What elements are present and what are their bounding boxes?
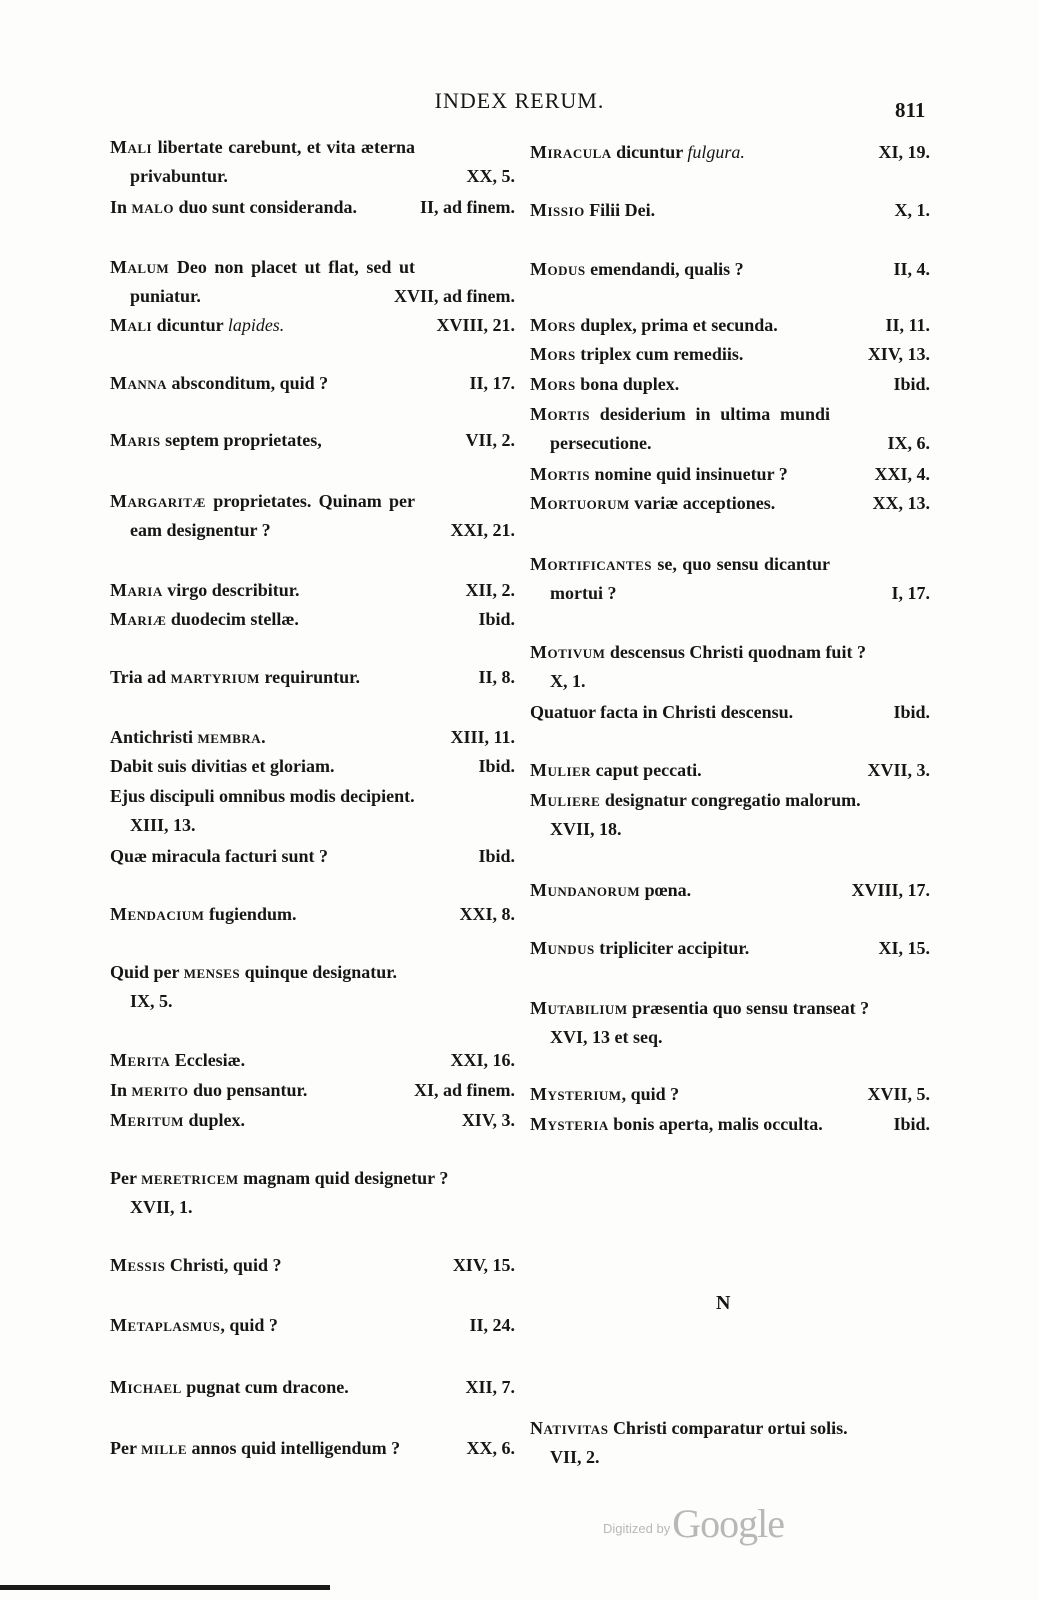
index-entry xyxy=(110,1434,515,1463)
entry-reference: XI, ad finem. xyxy=(413,1080,515,1100)
entry-keyword: Mulier xyxy=(530,760,592,780)
entry-text: designatur congregatio malorum. xyxy=(600,790,861,810)
index-entry xyxy=(530,400,930,458)
entry-keyword: Mortuorum xyxy=(530,493,630,513)
entry-keyword: Modus xyxy=(530,259,586,279)
entry-text: duo sunt consideranda. xyxy=(173,197,358,217)
index-entry xyxy=(110,1311,515,1340)
entry-text: dicuntur xyxy=(152,315,228,335)
entry-reference: XIV, 15. xyxy=(452,1255,515,1275)
entry-reference: I, 17. xyxy=(891,583,930,603)
entry-reference: XXI, 4. xyxy=(874,464,930,484)
entry-text: dicuntur xyxy=(611,142,688,162)
index-entry xyxy=(530,934,930,963)
entry-reference: XXI, 21. xyxy=(450,520,515,540)
entry-prefix: Per xyxy=(110,1168,142,1188)
entry-keyword: Mendacium xyxy=(110,904,205,924)
entry-keyword: martyrium xyxy=(170,667,260,687)
index-entry xyxy=(110,752,515,781)
entry-text: requiruntur. xyxy=(259,667,360,687)
index-entry xyxy=(530,698,930,727)
entry-reference: XVII, ad finem. xyxy=(393,286,515,306)
google-logo: Google xyxy=(672,1501,784,1546)
entry-keyword: Manna xyxy=(110,373,168,393)
entry-keyword: Missio xyxy=(530,200,585,220)
index-entry xyxy=(110,1373,515,1402)
index-entry xyxy=(530,876,930,905)
entry-reference: XVI, 13 et seq. xyxy=(550,1027,663,1047)
entry-text: Ejus discipuli omnibus modis decipient. xyxy=(110,786,415,806)
index-entry xyxy=(110,842,515,871)
entry-text: caput peccati. xyxy=(591,760,702,780)
index-entry xyxy=(110,782,515,840)
entry-text: proprietates. Quinam per eam designentur ? xyxy=(130,491,415,540)
entry-reference: XVIII, 17. xyxy=(851,880,930,900)
entry-keyword: Maria xyxy=(110,580,163,600)
index-entry xyxy=(110,1046,515,1075)
index-entry xyxy=(530,1110,930,1139)
digitized-watermark xyxy=(603,1500,784,1547)
entry-keyword: Messis xyxy=(110,1255,166,1275)
index-entry xyxy=(110,369,515,398)
index-entry xyxy=(110,426,515,455)
entry-text: annos quid intelligendum ? xyxy=(187,1438,401,1458)
entry-text: , quid ? xyxy=(220,1315,278,1335)
entry-keyword: Michael xyxy=(110,1377,182,1397)
entry-keyword: Malum xyxy=(110,257,170,277)
entry-reference: XVIII, 21. xyxy=(436,315,515,335)
entry-reference: Ibid. xyxy=(893,702,930,722)
entry-reference: XII, 2. xyxy=(465,580,515,600)
entry-reference: II, 11. xyxy=(885,315,930,335)
entry-reference: XXI, 8. xyxy=(459,904,515,924)
entry-text: Quæ miracula facturi sunt ? xyxy=(110,846,328,866)
entry-text: Dabit suis divitias et gloriam. xyxy=(110,756,335,776)
entry-reference: XX, 13. xyxy=(872,493,930,513)
entry-reference: II, 24. xyxy=(469,1315,515,1335)
entry-reference: VII, 2. xyxy=(465,430,515,450)
index-entry xyxy=(110,1164,515,1222)
index-entry xyxy=(110,663,515,692)
entry-keyword: Mali xyxy=(110,137,153,157)
entry-keyword: Muliere xyxy=(530,790,601,810)
entry-keyword: Meritum xyxy=(110,1110,184,1130)
index-entry xyxy=(110,133,515,191)
index-entry xyxy=(110,576,515,605)
entry-text: duodecim stellæ. xyxy=(166,609,299,629)
watermark-prefix: Digitized by xyxy=(603,1521,671,1536)
entry-keyword: Mysteria xyxy=(530,1114,609,1134)
entry-keyword: Mors xyxy=(530,374,576,394)
entry-prefix: Antichristi xyxy=(110,727,198,747)
entry-reference: Ibid. xyxy=(478,756,515,776)
entry-reference: II, 4. xyxy=(893,259,930,279)
entry-reference: XIV, 3. xyxy=(461,1110,515,1130)
entry-text: Filii Dei. xyxy=(584,200,656,220)
entry-prefix: In xyxy=(110,1080,132,1100)
entry-text: septem proprietates, xyxy=(160,430,322,450)
page-edge-rule xyxy=(0,1585,330,1590)
index-entry xyxy=(530,138,930,167)
entry-keyword: Mors xyxy=(530,344,576,364)
entry-keyword: Mariæ xyxy=(110,609,167,629)
entry-text: quinque designatur. xyxy=(240,962,398,982)
index-entry xyxy=(530,370,930,399)
entry-keyword: Merita xyxy=(110,1050,171,1070)
index-entry xyxy=(530,196,930,225)
entry-reference: XIII, 11. xyxy=(450,727,515,747)
index-entry xyxy=(110,900,515,929)
entry-reference: XI, 19. xyxy=(878,142,930,162)
entry-text: se, quo sensu dicantur mortui ? xyxy=(550,554,830,603)
entry-reference: XIII, 13. xyxy=(130,815,196,835)
entry-reference: XVII, 5. xyxy=(867,1084,930,1104)
entry-text: præsentia quo sensu transeat ? xyxy=(627,998,870,1018)
entry-keyword: membra. xyxy=(197,727,267,747)
index-entry xyxy=(110,253,515,311)
entry-text: descensus Christi quodnam fuit ? xyxy=(605,642,866,662)
entry-prefix: Per xyxy=(110,1438,142,1458)
entry-reference: XVII, 1. xyxy=(130,1197,193,1217)
index-entry xyxy=(530,1080,930,1109)
entry-reference: XX, 6. xyxy=(466,1438,515,1458)
entry-keyword: Nativitas xyxy=(530,1418,609,1438)
entry-keyword: Metaplasmus xyxy=(110,1315,221,1335)
index-entry xyxy=(530,994,930,1052)
entry-keyword: menses xyxy=(183,962,241,982)
entry-text: bonis aperta, malis occulta. xyxy=(608,1114,823,1134)
entry-text: Ecclesiæ. xyxy=(170,1050,246,1070)
index-entry xyxy=(110,958,515,1016)
entry-text: duo pensantur. xyxy=(188,1080,308,1100)
entry-reference: X, 1. xyxy=(894,200,930,220)
entry-reference: II, ad finem. xyxy=(419,197,515,217)
entry-reference: XX, 5. xyxy=(466,166,515,186)
entry-reference: IX, 5. xyxy=(130,991,173,1011)
entry-keyword: Margaritæ xyxy=(110,491,206,511)
entry-keyword: mille xyxy=(141,1438,187,1458)
entry-text: virgo describitur. xyxy=(162,580,300,600)
entry-prefix: Tria ad xyxy=(110,667,171,687)
entry-reference: Ibid. xyxy=(478,846,515,866)
index-entry xyxy=(530,550,930,608)
index-entry xyxy=(530,489,930,518)
entry-reference: XVII, 3. xyxy=(867,760,930,780)
entry-keyword: Mors xyxy=(530,315,576,335)
entry-text: desiderium in ultima mundi persecutione. xyxy=(550,404,830,453)
entry-keyword: Mundanorum xyxy=(530,880,641,900)
index-entry xyxy=(110,487,515,545)
entry-text: Deo non placet ut flat, sed ut puniatur. xyxy=(130,257,415,306)
entry-text: triplex cum remediis. xyxy=(575,344,744,364)
entry-italic: lapides. xyxy=(227,315,285,335)
entry-reference: X, 1. xyxy=(550,671,586,691)
entry-keyword: Mutabilium xyxy=(530,998,628,1018)
entry-prefix: Quid per xyxy=(110,962,184,982)
entry-text: absconditum, quid ? xyxy=(167,373,329,393)
index-entry xyxy=(110,605,515,634)
entry-reference: XI, 15. xyxy=(878,938,930,958)
entry-reference: II, 8. xyxy=(478,667,515,687)
index-entry xyxy=(110,1251,515,1280)
index-entry xyxy=(530,786,930,844)
entry-text: duplex. xyxy=(183,1110,245,1130)
index-entry xyxy=(530,460,930,489)
entry-text: magnam quid designetur ? xyxy=(238,1168,449,1188)
index-entry xyxy=(530,756,930,785)
index-entry xyxy=(110,1076,515,1105)
entry-text: pugnat cum dracone. xyxy=(181,1377,349,1397)
entry-prefix: In xyxy=(110,197,132,217)
entry-text: bona duplex. xyxy=(575,374,680,394)
entry-text: emendandi, qualis ? xyxy=(585,259,744,279)
entry-keyword: Mysterium xyxy=(530,1084,622,1104)
entry-text: , quid ? xyxy=(621,1084,680,1104)
entry-keyword: Maris xyxy=(110,430,161,450)
entry-text: libertate carebunt, et vita æterna privabuntur. xyxy=(130,137,415,186)
entry-text: nomine quid insinuetur ? xyxy=(590,464,788,484)
entry-text: variæ acceptiones. xyxy=(629,493,776,513)
entry-text: Christi, quid ? xyxy=(165,1255,282,1275)
entry-keyword: Miracula xyxy=(530,142,612,162)
entry-reference: Ibid. xyxy=(893,1114,930,1134)
page-number: 811 xyxy=(895,98,926,122)
entry-text: duplex, prima et secunda. xyxy=(575,315,778,335)
entry-reference: XIV, 13. xyxy=(867,344,930,364)
index-entry xyxy=(530,1414,930,1472)
entry-keyword: malo xyxy=(131,197,174,217)
entry-reference: XII, 7. xyxy=(465,1377,515,1397)
entry-reference: XXI, 16. xyxy=(450,1050,515,1070)
entry-keyword: Mortis xyxy=(530,464,590,484)
entry-reference: XVII, 18. xyxy=(550,819,622,839)
entry-text: Christi comparatur ortui solis. xyxy=(608,1418,848,1438)
entry-keyword: Mortis xyxy=(530,404,590,424)
entry-reference: Ibid. xyxy=(893,374,930,394)
entry-keyword: meretricem xyxy=(141,1168,239,1188)
entry-keyword: merito xyxy=(131,1080,189,1100)
entry-reference: IX, 6. xyxy=(887,433,930,453)
entry-italic: fulgura. xyxy=(687,142,745,162)
entry-keyword: Motivum xyxy=(530,642,606,662)
entry-keyword: Mali xyxy=(110,315,153,335)
entry-reference: Ibid. xyxy=(478,609,515,629)
index-entry xyxy=(110,723,515,752)
index-entry xyxy=(110,193,515,222)
index-entry xyxy=(110,311,515,340)
index-entry xyxy=(530,340,930,369)
entry-keyword: Mundus xyxy=(530,938,595,958)
entry-text: tripliciter accipitur. xyxy=(594,938,750,958)
running-title: INDEX RERUM. xyxy=(434,88,605,113)
entry-reference: VII, 2. xyxy=(550,1447,600,1467)
index-entry xyxy=(530,255,930,284)
entry-text: Quatuor facta in Christi descensu. xyxy=(530,702,794,722)
entry-reference: II, 17. xyxy=(469,373,515,393)
letter-heading: N xyxy=(716,1292,731,1314)
entry-text: pœna. xyxy=(640,880,692,900)
index-entry xyxy=(530,638,930,696)
entry-text: fugiendum. xyxy=(204,904,297,924)
entry-keyword: Mortificantes xyxy=(530,554,652,574)
index-entry xyxy=(110,1106,515,1135)
index-entry xyxy=(530,311,930,340)
